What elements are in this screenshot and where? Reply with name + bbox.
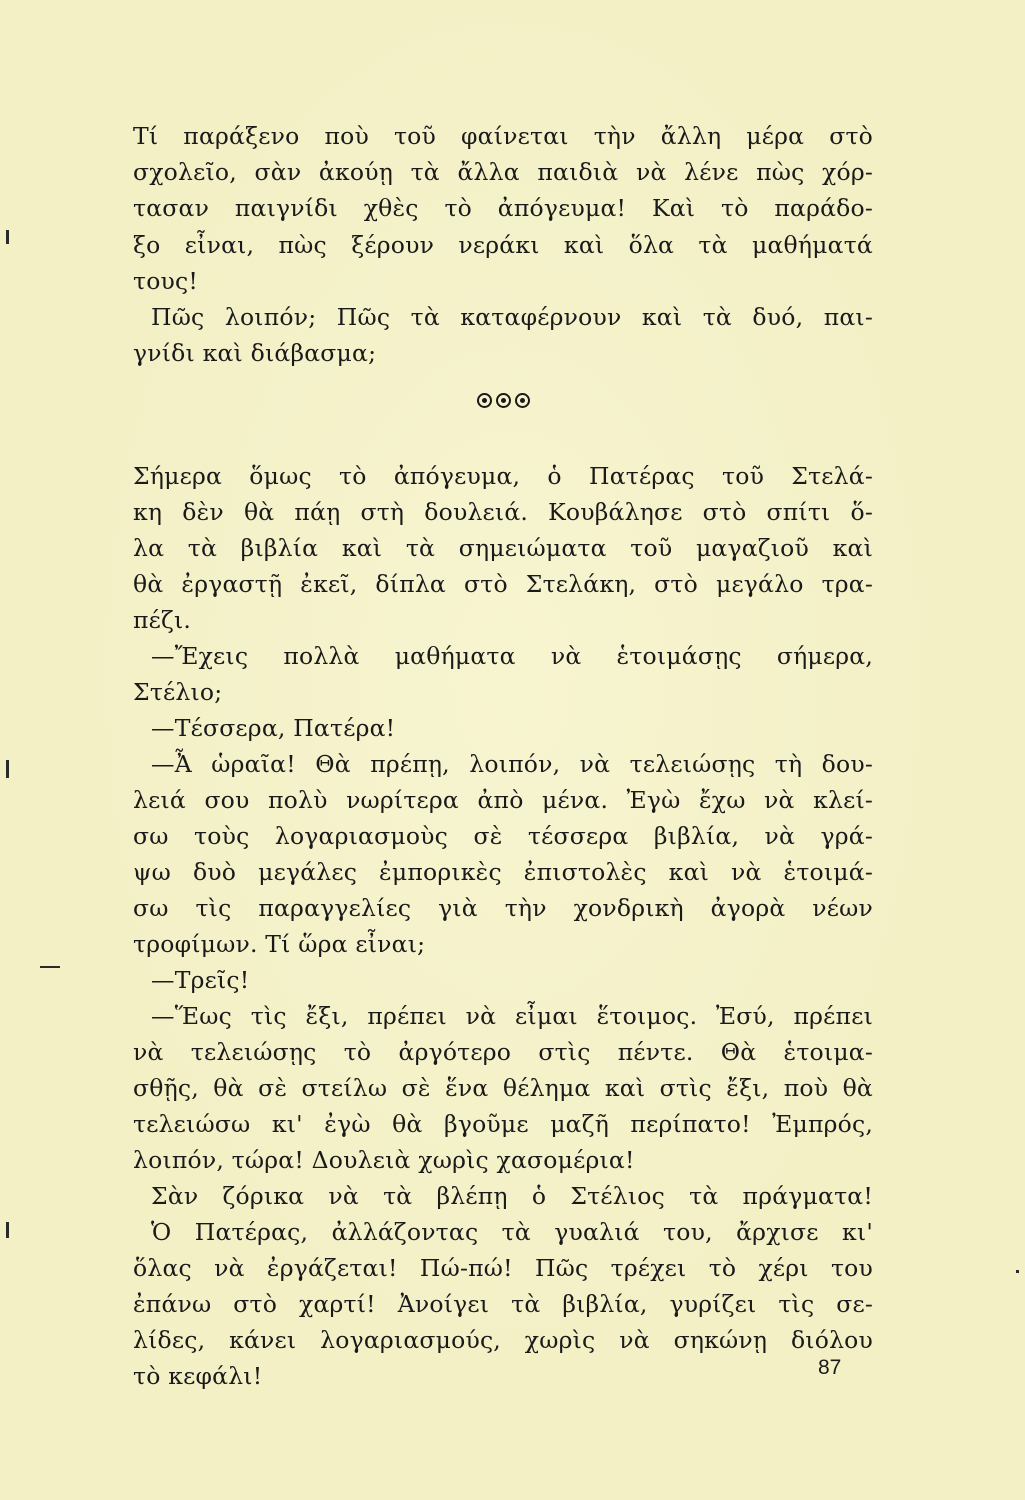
text-line: γνίδι καὶ διάβασμα; <box>133 339 377 367</box>
text-line: Πῶς λοιπόν; Πῶς τὰ καταφέρνουν καὶ τὰ δυό, παι- <box>151 303 873 331</box>
text-line: τασαν παιγνίδι χθὲς τὸ ἀπόγευμα! Καὶ τὸ παράδο- <box>133 194 873 222</box>
scan-mark <box>6 230 9 244</box>
text-line: πέζι. <box>133 606 192 634</box>
text-line: Σὰν ζόρικα νὰ τὰ βλέπῃ ὁ Στέλιος τὰ πράγματα! <box>151 1182 873 1210</box>
text-line: τροφίμων. Τί ὥρα εἶναι; <box>133 930 426 958</box>
scan-mark <box>40 966 60 968</box>
page-number: 87 <box>818 1356 842 1379</box>
text-line: λειά σου πολὺ νωρίτερα ἀπὸ μένα. Ἐγὼ ἔχω νὰ κλεί- <box>133 786 873 814</box>
text-line: τους! <box>133 267 199 295</box>
text-line: Σήμερα ὅμως τὸ ἀπόγευμα, ὁ Πατέρας τοῦ Στελά- <box>133 462 873 490</box>
text-line: ξο εἶναι, πὼς ξέρουν νεράκι καὶ ὅλα τὰ μαθήματά <box>133 231 873 259</box>
section-divider-ornament <box>133 393 873 412</box>
text-line: —Ἕως τὶς ἔξι, πρέπει νὰ εἶμαι ἕτοιμος. Ἐσύ, πρέπει <box>151 1002 873 1030</box>
text-line: Ὁ Πατέρας, ἀλλάζοντας τὰ γυαλιά του, ἄρχισε κι' <box>151 1218 873 1246</box>
text-line: —Ἆ ὡραῖα! Θὰ πρέπῃ, λοιπόν, νὰ τελειώσῃς τὴ δου- <box>151 750 873 778</box>
text-line: λα τὰ βιβλία καὶ τὰ σημειώματα τοῦ μαγαζιοῦ καὶ <box>133 534 873 562</box>
text-line: —Ἔχεις πολλὰ μαθήματα νὰ ἑτοιμάσῃς σήμερα, <box>151 642 873 670</box>
scan-mark <box>6 760 9 778</box>
text-line: κη δὲν θὰ πάῃ στὴ δουλειά. Κουβάλησε στὸ σπίτι ὅ- <box>133 498 873 526</box>
text-line: λίδες, κάνει λογαριασμούς, χωρὶς νὰ σηκώνῃ διόλου <box>133 1326 873 1354</box>
text-line: νὰ τελειώσῃς τὸ ἀργότερο στὶς πέντε. Θὰ ἑτοιμα- <box>133 1038 873 1066</box>
text-line: ἐπάνω στὸ χαρτί! Ἀνοίγει τὰ βιβλία, γυρίζει τὶς σε- <box>133 1290 873 1318</box>
text-line: —Τέσσερα, Πατέρα! <box>151 714 396 742</box>
scan-mark <box>6 1222 9 1238</box>
text-line: σχολεῖο, σὰν ἀκούῃ τὰ ἄλλα παιδιὰ νὰ λένε πὼς χόρ- <box>133 158 873 186</box>
text-line: τὸ κεφάλι! <box>133 1362 263 1390</box>
text-line: ὅλας νὰ ἐργάζεται! Πώ-πώ! Πῶς τρέχει τὸ χέρι του <box>133 1254 873 1282</box>
text-line: σω τοὺς λογαριασμοὺς σὲ τέσσερα βιβλία, νὰ γρά- <box>133 822 873 850</box>
text-line: ψω δυὸ μεγάλες ἐμπορικὲς ἐπιστολὲς καὶ νὰ ἑτοιμά- <box>133 858 873 886</box>
text-line: —Τρεῖς! <box>151 966 250 994</box>
text-line: σθῇς, θὰ σὲ στείλω σὲ ἕνα θέλημα καὶ στὶς ἔξι, ποὺ θὰ <box>133 1074 873 1102</box>
scan-mark <box>1016 1270 1019 1273</box>
text-line: λοιπόν, τώρα! Δουλειὰ χωρὶς χασομέρια! <box>133 1146 635 1174</box>
text-line: σω τὶς παραγγελίες γιὰ τὴν χονδρικὴ ἀγορὰ νέων <box>133 894 873 922</box>
text-line: θὰ ἐργαστῇ ἐκεῖ, δίπλα στὸ Στελάκη, στὸ μεγάλο τρα- <box>133 570 873 598</box>
text-line: Τί παράξενο ποὺ τοῦ φαίνεται τὴν ἄλλη μέρα στὸ <box>133 122 873 150</box>
text-line: τελειώσω κι' ἐγὼ θὰ βγοῦμε μαζῆ περίπατο! Ἐμπρός, <box>133 1110 873 1138</box>
text-line: Στέλιο; <box>133 678 223 706</box>
